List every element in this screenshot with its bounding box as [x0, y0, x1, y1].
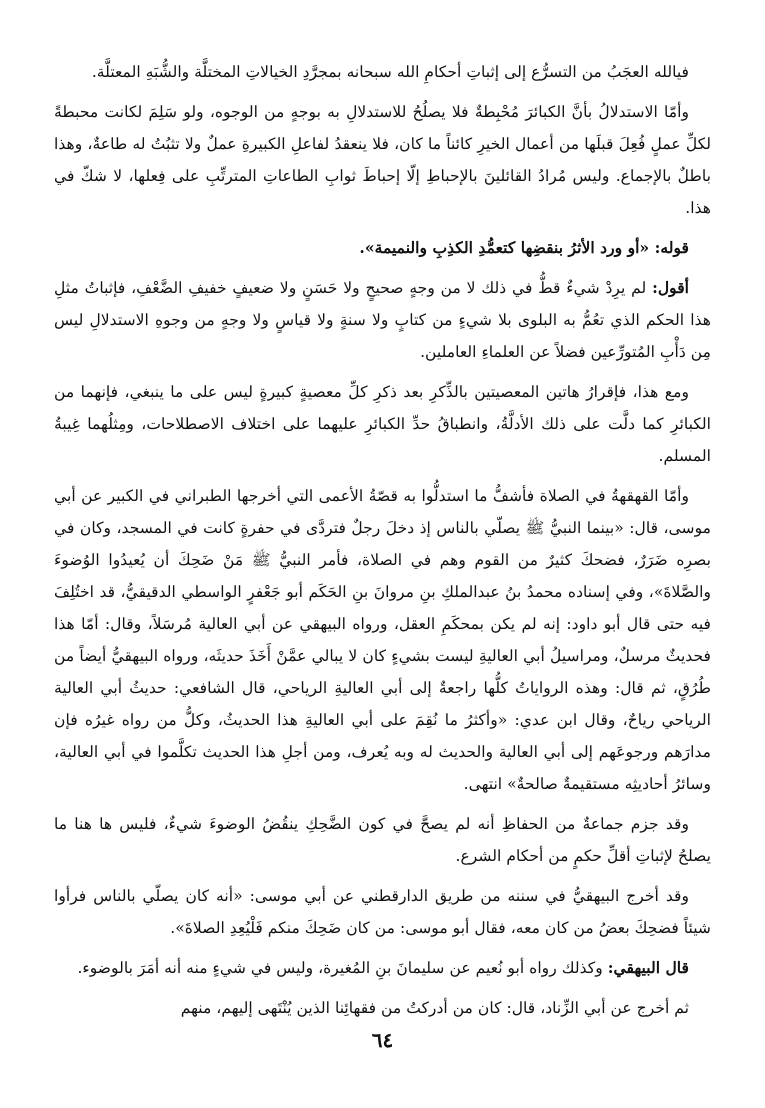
paragraph: [54, 480, 711, 800]
paragraph-text: وقد جزم جماعةٌ من الحفاظِ أنه لم يصحَّ في كون الضَّحِكِ ينقُضُ الوضوءَ شيءٌ، فليس ها هنا ما يصلحُ لإثباتِ أقلِّ حكمٍ من أحكام الشرع.: [54, 815, 711, 865]
paragraph-text: وكذلك رواه أبو نُعيم عن سليمانَ بنِ المُغيرة، وليس في شيءٍ منه أنه أمَرَ بالوضوء.: [77, 959, 603, 977]
paragraph-text: لم يرِدْ شيءٌ قطُّ في ذلك لا من وجهٍ صحيحٍ ولا حَسَنٍ ولا ضعيفٍ خفيفِ الضَّعْفِ، فإثباتُ مثلِ هذا الحكم الذي تعُمُّ به البلوى بلا شيءٍ من كتابٍ ولا سنةٍ ولا قياسٍ ولا وجهٍ من وجوهِ الاستدلالِ ليس مِن دَأْبِ المُتورِّعين فضلاً عن العلماءِ العاملين.: [54, 279, 711, 361]
paragraph-text: ثم أخرج عن أبي الزِّناد، قال: كان من أدركتُ من فقهائِنا الذين يُنْتَهى إليهم، منهم: [180, 999, 689, 1017]
page-number: ٦٤: [371, 1028, 394, 1052]
paragraph: [54, 56, 711, 88]
paragraph-lead: قال البيهقي:: [607, 958, 689, 977]
paragraph-lead: أقول:: [652, 278, 689, 297]
paragraph-text: ومع هذا، فإقرارُ هاتين المعصيتين بالذِّكرِ بعد ذكرِ كلِّ معصيةٍ كبيرةٍ ليس على ما ينبغي، فإنهما من الكبائرِ كما دلَّت على ذلك الأدلَّةُ، وانطباقُ حدِّ الكبائرِ عليهما على اختلاف الاصطلاحات، ومِثلُهما غِيبةُ المسلم.: [54, 383, 711, 465]
paragraph: [54, 376, 711, 472]
paragraph: [54, 96, 711, 224]
paragraph-text: وأمّا القهقهةُ في الصلاة فأشفُّ ما استدلُّوا به قصّةُ الأعمى التي أخرجها الطبراني في الكبير عن أبي موسى، قال: «بينما النبيُّ ﷺ يصلّي بالناس إذ دخلَ رجلٌ فتردَّى في حفرةٍ كانت في المسجد، وكان في بصرِه ضَرَرٌ، فضحكَ كثيرٌ من القوم وهم في الصلاة، فأمر النبيُّ ﷺ مَنْ ضَحِكَ أن يُعيدُوا الوُضوءَ والصَّلاةَ»، وفي إسناده محمدُ بنُ عبدالملكِ بنِ مروانَ بنِ الحَكَم أبو جَعْفرٍ الواسطي الدقيقيُّ، قد اختُلِفَ فيه حتى قال أبو داود: إنه لم يكن بمحكَمِ العقل، ورواه البيهقي عن أبي العالية مُرسَلاً، وقال: أمّا هذا فحديثٌ مرسلٌ، ومراسيلُ أبي العاليةِ ليست بشيءٍ كان لا يبالي عمَّنْ أَخَذَ حديثَه، ورواه البيهقيُّ أيضاً من طُرُقٍ، ثم قال: وهذه الرواياتُ كلُّها راجعةٌ إلى أبي العاليةِ الرياحي، قال الشافعي: حديثُ أبي العالية الرياحي رياحٌ، وقال ابن عدي: «وأكثرُ ما نُقِمَ على أبي العاليةِ هذا الحديثُ، وكلُّ من رواه غيرُه فإن مدارَهم ورجوعَهم إلى أبي العالية والحديث له وبه يُعرف، ومن أجلِ هذا الحديث تكلَّموا في أبي العالية، وسائرُ أحاديثِه مستقيمةٌ صالحةٌ» انتهى.: [54, 487, 711, 793]
paragraph: [54, 808, 711, 872]
paragraph-text: وقد أخرج البيهقيُّ في سننه من طريق الدارقطني عن أبي موسى: «أنه كان يصلّي بالناس فرأوا شيئاً فضحِكَ بعضُ من كان معه، فقال أبو موسى: من كان ضَحِكَ منكم فَلْيُعِدِ الصلاةَ».: [54, 887, 711, 937]
paragraph: [54, 880, 711, 944]
paragraph: [54, 272, 711, 368]
page-text: [54, 56, 711, 1024]
paragraph-text: وأمّا الاستدلالُ بأنَّ الكبائرَ مُحْبِطةٌ فلا يصلُحُ للاستدلالِ به بوجهٍ من الوجوه، ولو سَلِمَ لكانت محبطةً لكلِّ عملٍ فُعِلَ قبلَها من أعمال الخيرِ كائناً ما كان، فلا ينعقدُ لفاعلِ الكبيرةِ عملٌ ولا تثبُتُ له طاعةٌ، وهذا باطلٌ بالإجماع. وليس مُرادُ القائلينَ بالإحباطِ إلّا إحباطَ ثوابِ الطاعاتِ المترتِّبِ على فِعلها، لا شكّ في هذا.: [54, 103, 711, 217]
paragraph: [54, 952, 711, 984]
paragraph-lead: قوله: «أو ورد الأثرُ بنقضِها كتعمُّدِ الكذِبِ والنميمة».: [359, 238, 689, 257]
paragraph-text: فيالله العجَبُ من التسرُّع إلى إثباتِ أحكامِ الله سبحانه بمجرَّدِ الخيالاتِ المختلَّة والشُّبَهِ المعتلَّة.: [91, 63, 689, 81]
paragraph: [54, 232, 711, 264]
paragraph: [54, 992, 711, 1024]
